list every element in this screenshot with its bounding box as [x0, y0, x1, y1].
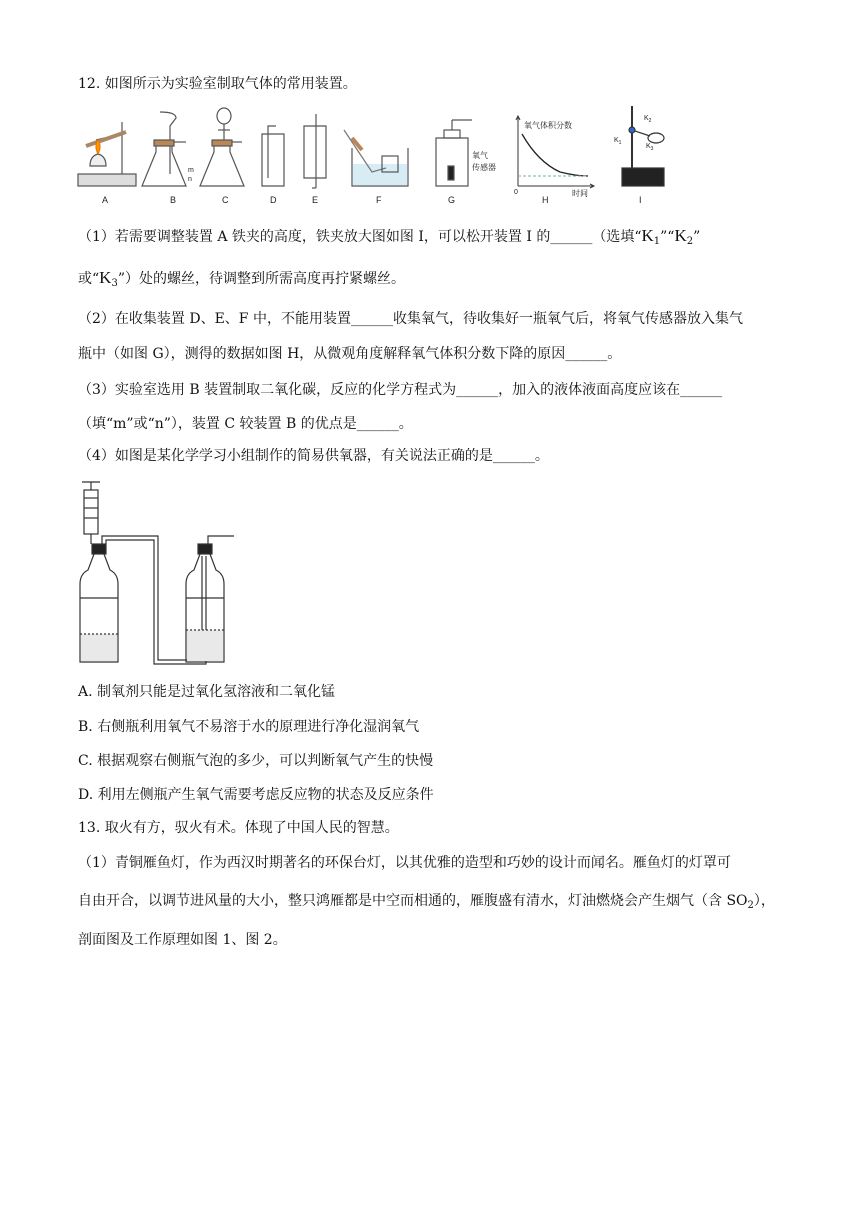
apparatus-c — [200, 108, 244, 186]
q12-title: 12. 如图所示为实验室制取气体的常用装置。 — [78, 76, 357, 92]
q13-part1-line3: 剖面图及工作原理如图 1、图 2。 — [78, 932, 287, 948]
apparatus-i — [622, 106, 664, 186]
q12-part4: （4）如图是某化学学习小组制作的简易供氧器，有关说法正确的是______。 — [78, 448, 549, 464]
label-b: B — [170, 195, 177, 205]
label-d: D — [270, 195, 277, 205]
option-c[interactable]: C. 根据观察右侧瓶气泡的多少，可以判断氧气产生的快慢 — [78, 753, 434, 769]
apparatus-a — [78, 122, 136, 186]
apparatus-f — [344, 130, 408, 186]
label-c: C — [222, 195, 229, 205]
q12-part3-line1: （3）实验室选用 B 装置制取二氧化碳，反应的化学方程式为______，加入的液体液面高度应该在______ — [78, 382, 723, 398]
q13-part1-line2: 自由开合，以调节进风量的大小，整只鸿雁都是中空而相通的，雁腹盛有清水，灯油燃烧会产生烟气（含 $SO_2$）， — [78, 893, 775, 911]
apparatus-b — [142, 112, 186, 186]
label-e: E — [312, 195, 319, 205]
k3-label: $K_3$ — [646, 143, 654, 152]
option-a[interactable]: A. 制氧剂只能是过氧化氢溶液和二氧化锰 — [78, 684, 336, 700]
graph-xlabel: 时间 — [572, 189, 588, 198]
option-b[interactable]: B. 右侧瓶利用氧气不易溶于水的原理进行净化湿润氧气 — [78, 719, 420, 735]
q12-part1-line2: 或“$K_3$”）处的螺丝，待调整到所需高度再拧紧螺丝。 — [78, 268, 405, 289]
sensor-label-2: 传感器 — [472, 163, 496, 172]
label-f: F — [376, 195, 382, 205]
label-i: I — [639, 195, 642, 205]
fig-n-label: n — [188, 176, 192, 183]
graph-ylabel: 氧气体积分数 — [524, 121, 572, 130]
option-d[interactable]: D. 利用左侧瓶产生氧气需要考虑反应物的状态及反应条件 — [78, 787, 434, 803]
k2-label: $K_2$ — [644, 115, 652, 124]
q12-part2-line1: （2）在收集装置 D、E、F 中，不能用装置______收集氧气，待收集好一瓶氧气后，将氧气传感器放入集气 — [78, 311, 743, 327]
apparatus-figure — [76, 104, 676, 209]
q13-title: 13. 取火有方，驭火有术。体现了中国人民的智慧。 — [78, 820, 399, 836]
apparatus-e — [304, 114, 326, 188]
q12-part2-line2: 瓶中（如图 G），测得的数据如图 H，从微观角度解释氧气体积分数下降的原因______。 — [78, 346, 622, 362]
q13-part1-line1: （1）青铜雁鱼灯，作为西汉时期著名的环保台灯，以其优雅的造型和巧妙的设计而闻名。雁鱼灯的灯罩可 — [78, 855, 731, 871]
label-a: A — [102, 195, 109, 205]
sensor-label-1: 氧气 — [472, 151, 488, 160]
label-h: H — [542, 195, 549, 205]
q12-part3-line2: （填“m”或“n”），装置 C 较装置 B 的优点是______。 — [78, 416, 413, 432]
label-g: G — [448, 195, 456, 205]
k1-label: $K_1$ — [614, 137, 622, 146]
graph-origin: 0 — [514, 189, 518, 196]
fig-m-label: m — [188, 167, 194, 174]
oxygen-supplier-figure — [76, 478, 246, 668]
apparatus-g — [436, 120, 472, 186]
q12-part1-line1: （1）若需要调整装置 A 铁夹的高度，铁夹放大图如图 I，可以松开装置 I 的______（选填“$K_1”“K_2$” — [78, 226, 701, 247]
apparatus-d — [262, 126, 284, 186]
